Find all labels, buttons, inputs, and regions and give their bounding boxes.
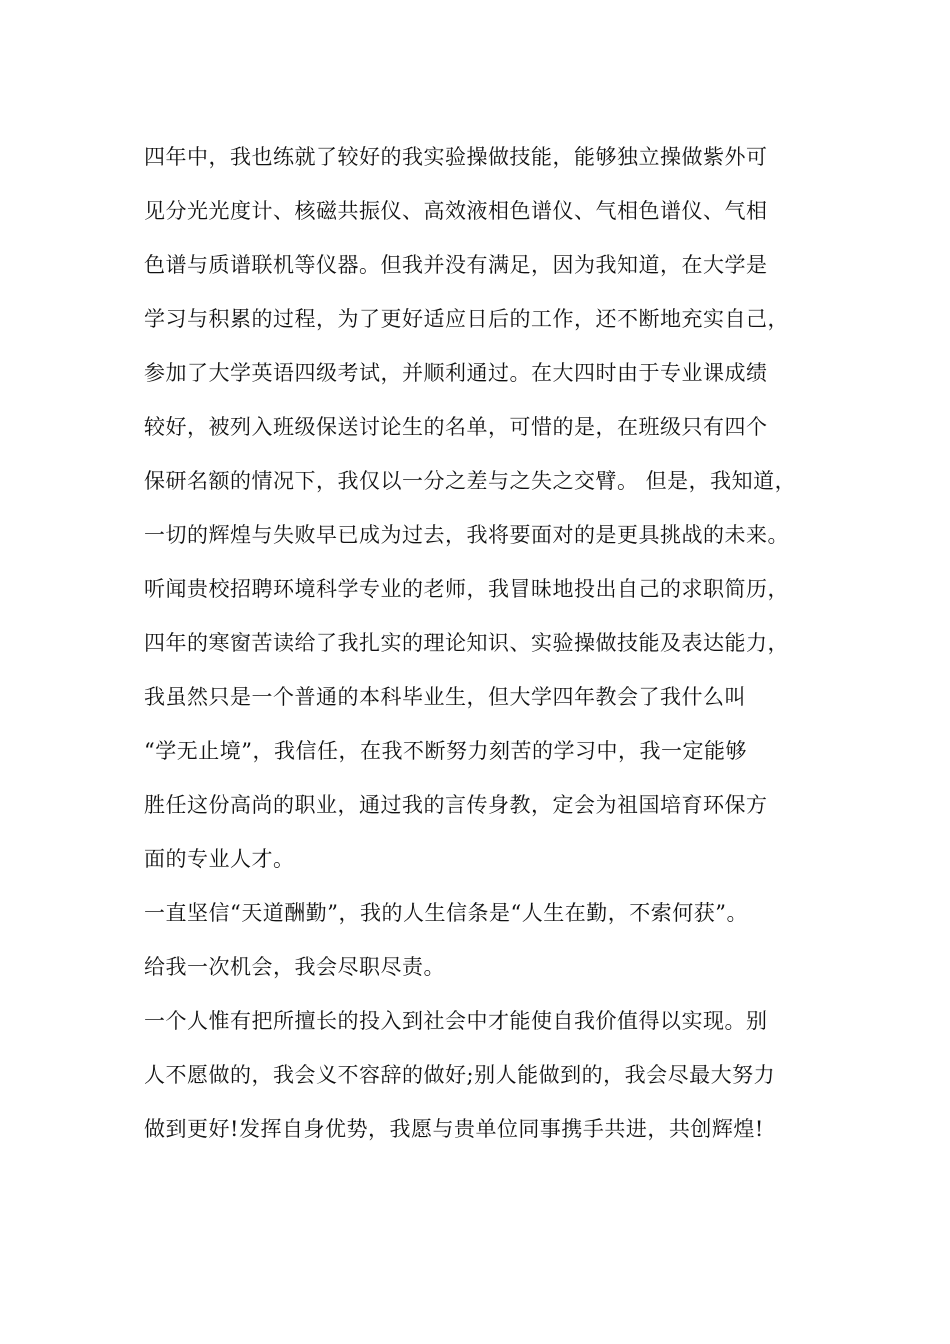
text-line: 较好，被列入班级保送讨论生的名单，可惜的是，在班级只有四个 (144, 415, 768, 439)
text-line: 一直坚信“天道酬勤”，我的人生信条是“人生在勤，不索何获”。 (144, 901, 748, 925)
text-line: 做到更好!发挥自身优势，我愿与贵单位同事携手共进，共创辉煌! (144, 1117, 764, 1141)
text-line: 色谱与质谱联机等仪器。但我并没有满足，因为我知道，在大学是 (144, 253, 768, 277)
text-line: 胜任这份高尚的职业，通过我的言传身教，定会为祖国培育环保方 (144, 793, 768, 817)
text-line: 听闻贵校招聘环境科学专业的老师，我冒昧地投出自己的求职简历， (144, 577, 789, 601)
text-line: 四年中，我也练就了较好的我实验操做技能，能够独立操做紫外可 (144, 145, 768, 169)
text-line: 一个人惟有把所擅长的投入到社会中才能使自我价值得以实现。别 (144, 1009, 768, 1033)
text-line: 参加了大学英语四级考试，并顺利通过。在大四时由于专业课成绩 (144, 361, 768, 385)
text-line: 四年的寒窗苦读给了我扎实的理论知识、实验操做技能及表达能力， (144, 631, 789, 655)
text-line: “学无止境”，我信任，在我不断努力刻苦的学习中，我一定能够 (144, 739, 747, 763)
text-line: 我虽然只是一个普通的本科毕业生，但大学四年教会了我什么叫 (144, 685, 746, 709)
text-line: 一切的辉煌与失败早已成为过去，我将要面对的是更具挑战的未来。 (144, 523, 789, 547)
text-line: 保研名额的情况下，我仅以一分之差与之失之交臂。 但是，我知道， (144, 469, 797, 493)
text-line: 给我一次机会，我会尽职尽责。 (144, 955, 445, 979)
body-text (144, 130, 844, 1156)
text-line: 人不愿做的，我会义不容辞的做好;别人能做到的，我会尽最大努力 (144, 1063, 776, 1087)
text-line: 学习与积累的过程，为了更好适应日后的工作，还不断地充实自己， (144, 307, 789, 331)
text-line: 面的专业人才。 (144, 847, 295, 871)
text-line: 见分光光度计、核磁共振仪、高效液相色谱仪、气相色谱仪、气相 (144, 199, 768, 223)
